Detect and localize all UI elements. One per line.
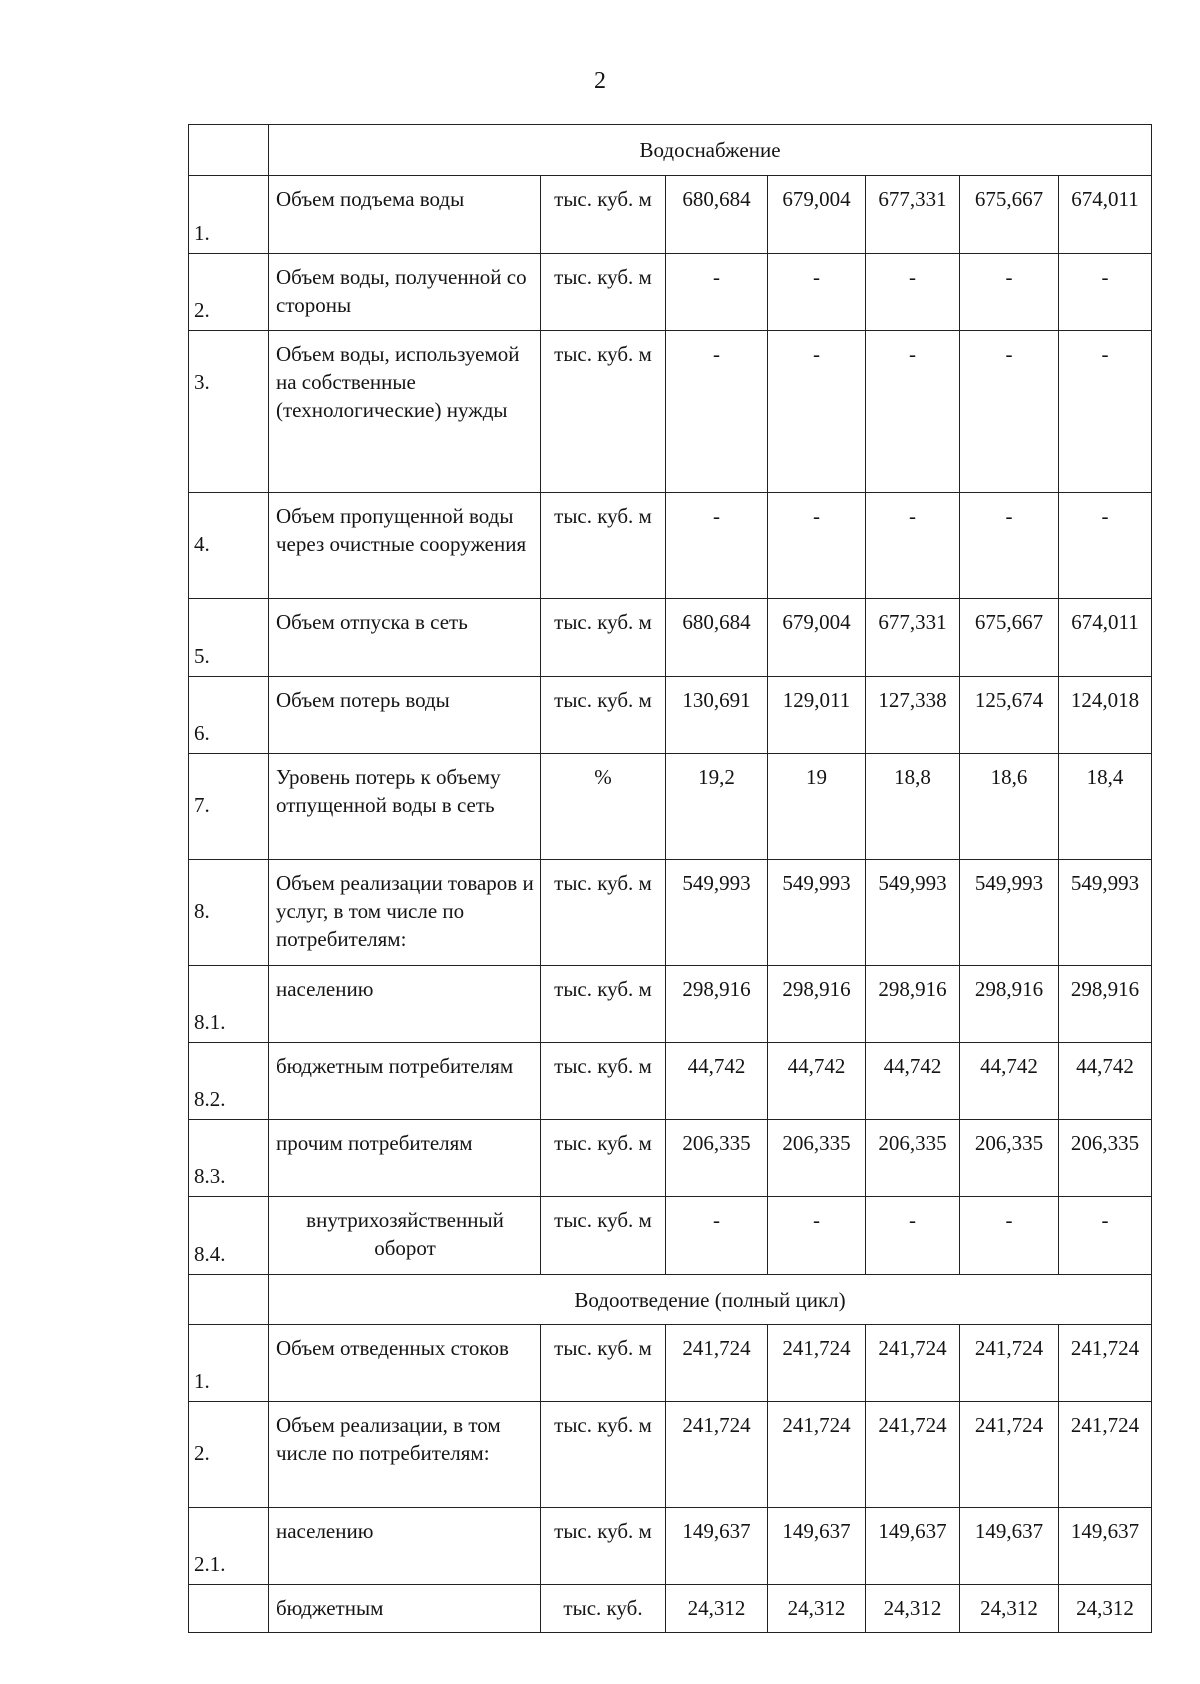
- row-unit: тыс. куб. м: [541, 1402, 666, 1508]
- row-value: 677,331: [866, 176, 960, 254]
- row-value: 206,335: [666, 1120, 768, 1197]
- row-unit: тыс. куб. м: [541, 677, 666, 754]
- row-name: бюджетным: [269, 1585, 541, 1633]
- row-value: 206,335: [1059, 1120, 1152, 1197]
- row-value: -: [866, 331, 960, 493]
- row-name: прочим потребителям: [269, 1120, 541, 1197]
- table-row: [189, 493, 1152, 599]
- table-row: [189, 860, 1152, 966]
- row-unit: тыс. куб.: [541, 1585, 666, 1633]
- empty-cell: [189, 125, 269, 176]
- row-value: 149,637: [1059, 1508, 1152, 1585]
- section-header-row: [189, 125, 1152, 176]
- row-number: 5.: [189, 599, 269, 677]
- table-row: [189, 754, 1152, 860]
- row-value: 549,993: [768, 860, 866, 966]
- row-value: -: [960, 493, 1059, 599]
- row-name: Объем реализации, в том числе по потребителям:: [269, 1402, 541, 1508]
- row-number: 2.: [189, 254, 269, 331]
- row-value: 44,742: [960, 1043, 1059, 1120]
- row-unit: %: [541, 754, 666, 860]
- row-value: 125,674: [960, 677, 1059, 754]
- row-value: 149,637: [666, 1508, 768, 1585]
- table-row: [189, 1043, 1152, 1120]
- section-header-row: [189, 1275, 1152, 1325]
- row-name: населению: [269, 966, 541, 1043]
- row-value: 18,6: [960, 754, 1059, 860]
- row-value: -: [1059, 254, 1152, 331]
- row-value: 24,312: [960, 1585, 1059, 1633]
- table-row: [189, 331, 1152, 493]
- row-number: 1.: [189, 1325, 269, 1402]
- row-value: -: [666, 331, 768, 493]
- table-row: [189, 1508, 1152, 1585]
- row-value: 44,742: [768, 1043, 866, 1120]
- row-unit: тыс. куб. м: [541, 1508, 666, 1585]
- row-value: 298,916: [960, 966, 1059, 1043]
- row-name: внутрихозяйственный оборот: [269, 1197, 541, 1275]
- row-value: 19,2: [666, 754, 768, 860]
- row-name: Объем потерь воды: [269, 677, 541, 754]
- row-name: Объем реализации товаров и услуг, в том числе по потребителям:: [269, 860, 541, 966]
- row-value: 674,011: [1059, 176, 1152, 254]
- row-value: 127,338: [866, 677, 960, 754]
- row-unit: тыс. куб. м: [541, 331, 666, 493]
- row-number: 8.1.: [189, 966, 269, 1043]
- row-value: 549,993: [666, 860, 768, 966]
- row-value: 241,724: [666, 1402, 768, 1508]
- row-value: -: [666, 1197, 768, 1275]
- row-number: 8.4.: [189, 1197, 269, 1275]
- row-value: 241,724: [666, 1325, 768, 1402]
- row-value: 677,331: [866, 599, 960, 677]
- row-value: 24,312: [1059, 1585, 1152, 1633]
- table-row: [189, 677, 1152, 754]
- row-name: Уровень потерь к объему отпущенной воды в сеть: [269, 754, 541, 860]
- row-unit: тыс. куб. м: [541, 1325, 666, 1402]
- row-name: бюджетным потребителям: [269, 1043, 541, 1120]
- row-value: 680,684: [666, 176, 768, 254]
- table-row: [189, 176, 1152, 254]
- row-value: -: [960, 331, 1059, 493]
- row-value: 241,724: [768, 1402, 866, 1508]
- table-row: [189, 1402, 1152, 1508]
- row-value: -: [768, 1197, 866, 1275]
- row-value: -: [960, 1197, 1059, 1275]
- row-number: 3.: [189, 331, 269, 493]
- row-value: -: [1059, 493, 1152, 599]
- row-name: Объем воды, полученной со стороны: [269, 254, 541, 331]
- row-value: 44,742: [1059, 1043, 1152, 1120]
- page-number: 2: [594, 68, 606, 94]
- row-value: 241,724: [1059, 1402, 1152, 1508]
- row-unit: тыс. куб. м: [541, 176, 666, 254]
- row-number: 8.3.: [189, 1120, 269, 1197]
- row-name: населению: [269, 1508, 541, 1585]
- row-value: -: [1059, 331, 1152, 493]
- section-title: Водоотведение (полный цикл): [269, 1275, 1152, 1325]
- row-name: Объем воды, используемой на собственные (технологические) нужды: [269, 331, 541, 493]
- indicators-table: [188, 124, 1152, 1633]
- empty-cell: [189, 1275, 269, 1325]
- row-value: 298,916: [666, 966, 768, 1043]
- row-unit: тыс. куб. м: [541, 860, 666, 966]
- row-value: 298,916: [1059, 966, 1152, 1043]
- table-row: [189, 254, 1152, 331]
- section-title: Водоснабжение: [269, 125, 1152, 176]
- row-value: 206,335: [768, 1120, 866, 1197]
- row-number: 7.: [189, 754, 269, 860]
- row-unit: тыс. куб. м: [541, 254, 666, 331]
- row-value: 149,637: [768, 1508, 866, 1585]
- row-value: 44,742: [666, 1043, 768, 1120]
- row-value: 130,691: [666, 677, 768, 754]
- row-number: [189, 1585, 269, 1633]
- row-value: 241,724: [866, 1325, 960, 1402]
- row-number: 2.1.: [189, 1508, 269, 1585]
- row-value: -: [1059, 1197, 1152, 1275]
- row-unit: тыс. куб. м: [541, 966, 666, 1043]
- table-row: [189, 1325, 1152, 1402]
- row-value: 44,742: [866, 1043, 960, 1120]
- row-value: -: [768, 331, 866, 493]
- row-value: 206,335: [960, 1120, 1059, 1197]
- row-value: 679,004: [768, 176, 866, 254]
- row-name: Объем подъема воды: [269, 176, 541, 254]
- row-value: 549,993: [1059, 860, 1152, 966]
- row-value: 675,667: [960, 599, 1059, 677]
- row-value: 24,312: [866, 1585, 960, 1633]
- row-value: 241,724: [960, 1325, 1059, 1402]
- row-value: 241,724: [1059, 1325, 1152, 1402]
- row-unit: тыс. куб. м: [541, 599, 666, 677]
- row-value: 241,724: [768, 1325, 866, 1402]
- row-value: 680,684: [666, 599, 768, 677]
- row-number: 1.: [189, 176, 269, 254]
- row-number: 2.: [189, 1402, 269, 1508]
- row-value: -: [666, 254, 768, 331]
- row-value: 18,8: [866, 754, 960, 860]
- row-value: -: [768, 493, 866, 599]
- row-value: 19: [768, 754, 866, 860]
- row-value: 298,916: [866, 966, 960, 1043]
- row-value: 24,312: [666, 1585, 768, 1633]
- row-value: 675,667: [960, 176, 1059, 254]
- row-name: Объем отведенных стоков: [269, 1325, 541, 1402]
- row-number: 6.: [189, 677, 269, 754]
- row-value: 149,637: [960, 1508, 1059, 1585]
- row-unit: тыс. куб. м: [541, 1197, 666, 1275]
- row-value: 124,018: [1059, 677, 1152, 754]
- row-unit: тыс. куб. м: [541, 1120, 666, 1197]
- row-number: 8.: [189, 860, 269, 966]
- row-value: 679,004: [768, 599, 866, 677]
- table-row: [189, 1197, 1152, 1275]
- row-value: -: [768, 254, 866, 331]
- row-value: 241,724: [866, 1402, 960, 1508]
- row-value: 18,4: [1059, 754, 1152, 860]
- table-row: [189, 599, 1152, 677]
- row-value: 24,312: [768, 1585, 866, 1633]
- table-row: [189, 1585, 1152, 1633]
- row-value: 129,011: [768, 677, 866, 754]
- row-value: -: [960, 254, 1059, 331]
- row-unit: тыс. куб. м: [541, 1043, 666, 1120]
- row-number: 4.: [189, 493, 269, 599]
- row-name: Объем пропущенной воды через очистные сооружения: [269, 493, 541, 599]
- row-value: -: [666, 493, 768, 599]
- row-value: -: [866, 254, 960, 331]
- table-row: [189, 1120, 1152, 1197]
- row-value: 241,724: [960, 1402, 1059, 1508]
- table-row: [189, 966, 1152, 1043]
- row-value: 549,993: [866, 860, 960, 966]
- row-value: 549,993: [960, 860, 1059, 966]
- row-name: Объем отпуска в сеть: [269, 599, 541, 677]
- row-value: 206,335: [866, 1120, 960, 1197]
- row-value: -: [866, 1197, 960, 1275]
- row-unit: тыс. куб. м: [541, 493, 666, 599]
- row-value: 298,916: [768, 966, 866, 1043]
- row-value: -: [866, 493, 960, 599]
- row-value: 149,637: [866, 1508, 960, 1585]
- row-value: 674,011: [1059, 599, 1152, 677]
- row-number: 8.2.: [189, 1043, 269, 1120]
